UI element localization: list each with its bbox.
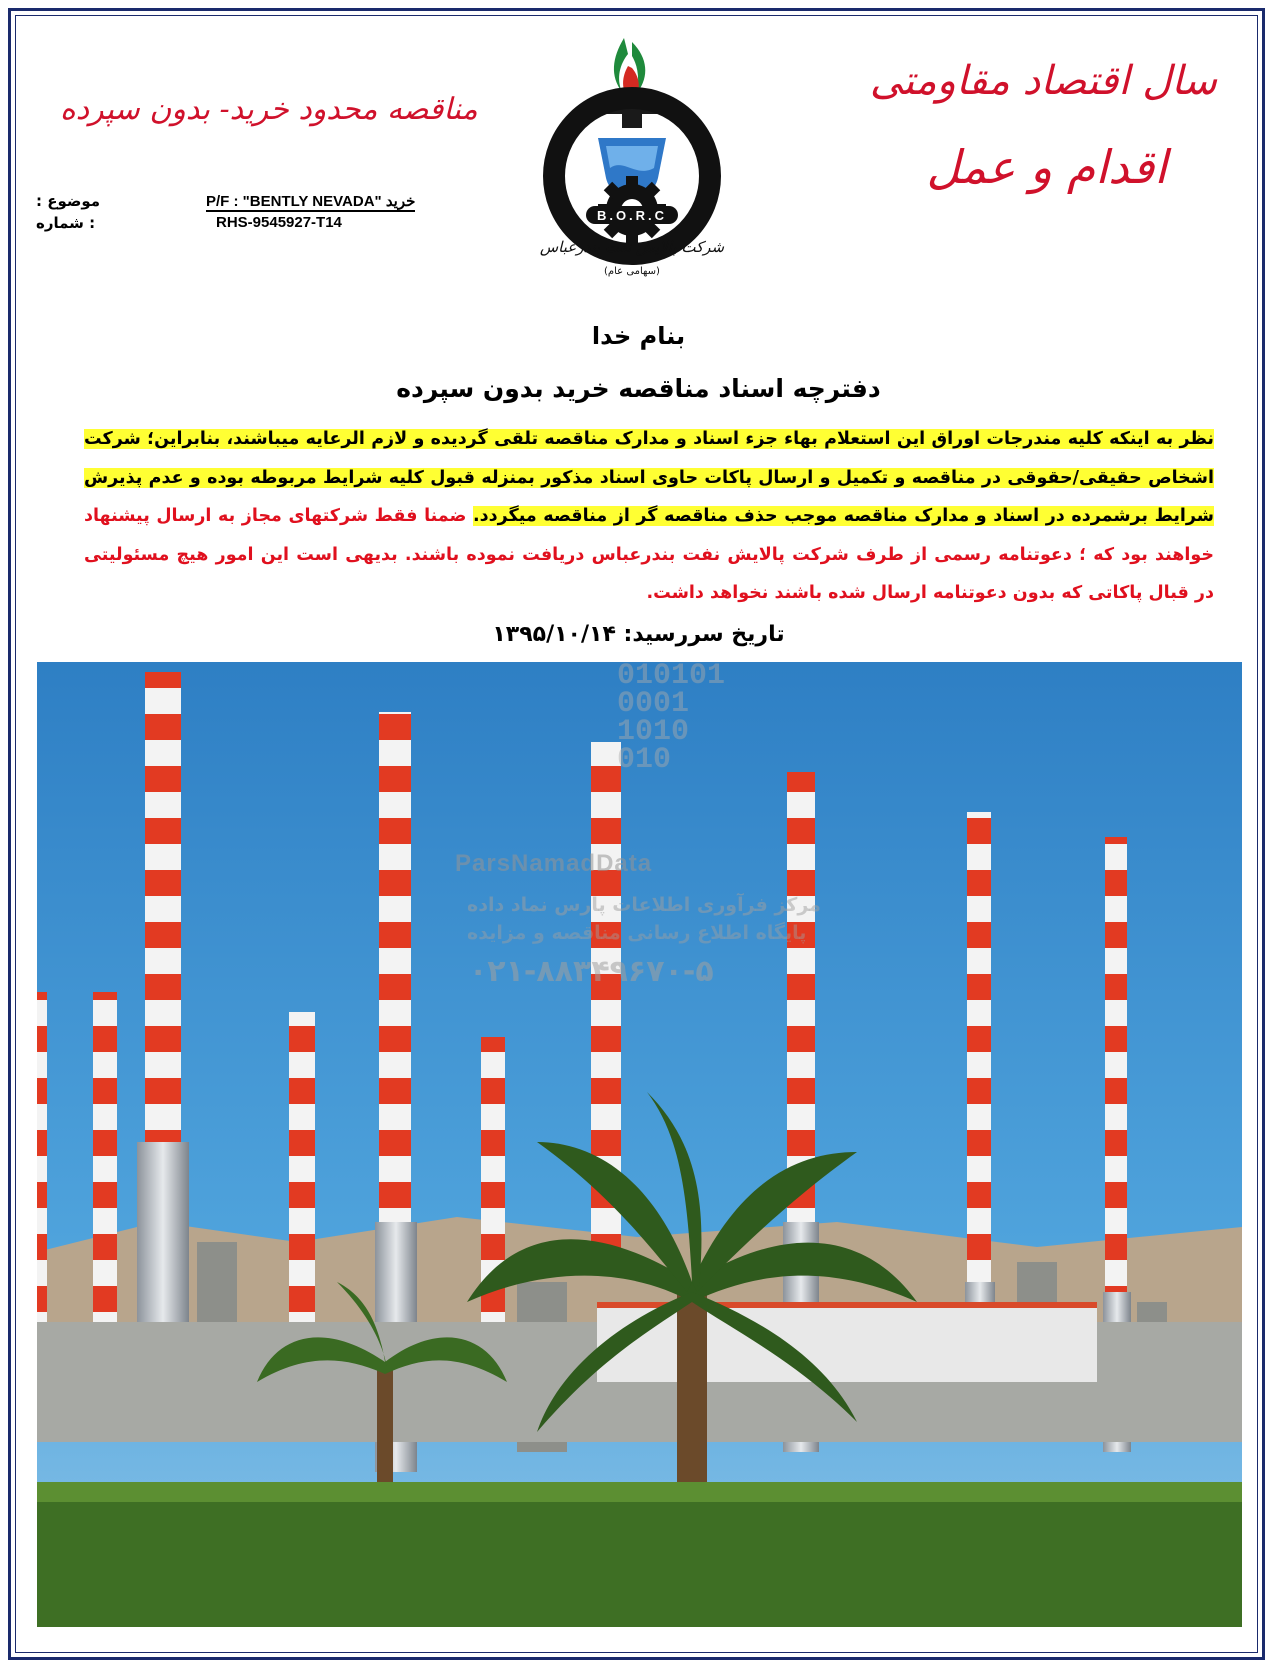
conditions-paragraph — [84, 420, 1214, 613]
company-logo — [532, 28, 732, 298]
invocation: بنام خدا — [591, 322, 686, 350]
conditions-highlighted-text: نظر به اینکه کلیه مندرجات اوراق این استعلام بهاء جزء اسناد و مدارک مناقصه تلقی گردیده و لازم الرعایه میباشند، بنابراین؛ شرکت اشخاص حقیقی/حقوقی در مناقصه و تکمیل و ارسال پاکات حاوی اسناد مذکور بمنزله قبول کلیه شرایط مربوطه بوده و عدم پذیرش شرایط برشمرده در اسناد و مدارک مناقصه موجب حذف مناقصه گر از مناقصه میگردد. — [84, 429, 1214, 526]
due-date: تاریخ سررسید: ۱۳۹۵/۱۰/۱۴ — [492, 622, 785, 647]
subject-label: موضوع : — [36, 192, 101, 210]
subject-value: P/F : "BENTLY NEVADA" خرید — [206, 193, 416, 210]
invitation-notice-text: ضمنا فقط شرکتهای مجاز به ارسال پیشنهاد خواهند بود که ؛ دعوتنامه رسمی از طرف شرکت پالایش نفت بندرعباس دریافت نموده باشند. بدیهی است این امور هیچ مسئولیتی در قبال پاکاتی که بدون دعوتنامه ارسال شده باشند نخواهد داشت. — [84, 506, 1214, 603]
number-value: RHS-9545927-T14 — [216, 214, 342, 231]
year-slogan-line1: سال اقتصاد مقاومتی — [869, 58, 1217, 104]
number-row — [36, 214, 476, 232]
logo-company-type: (سهامی عام) — [604, 266, 660, 277]
logo-company-name: شرکت پالایش نفت بندرعباس — [539, 238, 725, 256]
watermark-binary: 010101 0001 1010 010 — [617, 662, 726, 777]
watermark-subtitle: مرکز فرآوری اطلاعات پارس نماد داده — [467, 894, 821, 916]
number-label: : شماره — [36, 214, 96, 232]
watermark-phone: ۰۲۱-۸۸۳۴۹۶۷۰-۵ — [469, 954, 714, 989]
logo-badge-text: B.O.R.C — [596, 208, 668, 223]
refinery-photo — [37, 662, 1242, 1627]
year-slogan-line2: اقدام و عمل — [926, 140, 1167, 194]
watermark-subtitle-2: پایگاه اطلاع رسانی مناقصه و مزایده — [467, 922, 807, 944]
subject-row — [36, 192, 476, 210]
document-title: دفترچه اسناد مناقصه خرید بدون سپرده — [396, 374, 881, 403]
watermark-brand: ParsNamadData — [455, 850, 653, 877]
tender-type-heading: مناقصه محدود خرید- بدون سپرده — [60, 92, 478, 127]
